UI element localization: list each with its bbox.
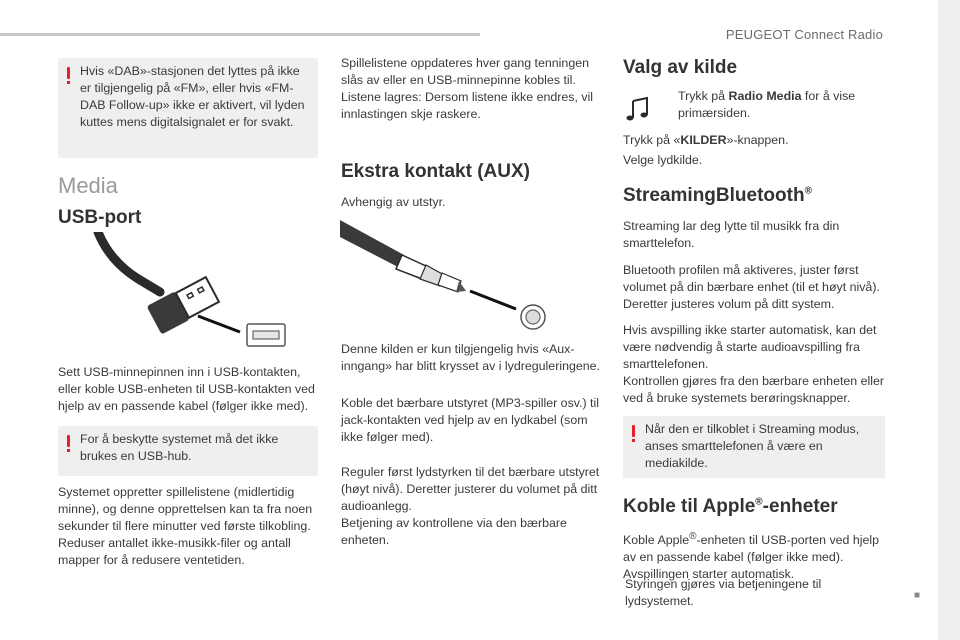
bt-text-1: Streaming lar deg lytte til musikk fra din smarttelefon. [623,219,840,250]
kilder-suffix: »-knappen. [726,133,789,147]
source-press-suffix: for å vise primærsiden. [678,89,856,120]
note-dab-text: Hvis «DAB»-stasjonen det lyttes på ikke er tilgjengelig på «FM», eller hvis «FM-DAB Follow-up» ikke er aktivert, vil lyden kuttes mens digitalsignalet er for svakt. [80,64,305,129]
warning-icon [66,435,71,453]
bt-text-3: Hvis avspilling ikke starter automatisk, kan det være nødvendig å starte audioavspilling fra smarttelefonen. Kontrollen gjøres fra den bærbare enheten eller ved å bruke systemets berøringsknapper. [623,323,885,405]
page-header-title: PEUGEOT Connect Radio [725,27,883,42]
right-margin-strip [938,0,960,640]
apple-text-1 [623,528,885,583]
bt-text-2: Bluetooth profilen må aktiveres, juster først volumet på din bærbare enhet (til et høyt nivå). Deretter justeres volum på ditt system. [623,263,880,311]
section-title-media: Media [58,173,118,198]
warning-icon [631,425,636,443]
source-kilder-text [623,132,885,149]
radio-media-label: Radio Media [728,89,802,103]
note-usb-hub-text: For å beskytte systemet må det ikke brukes en USB-hub. [80,432,279,463]
note-bt-streaming [623,416,885,478]
kilder-prefix: Trykk på « [623,133,681,147]
apple-text-prefix: Koble Apple [623,533,690,548]
music-note-icon [623,95,651,123]
heading-aux: Ekstra kontakt (AUX) [341,161,530,182]
aux-depends-text: Avhengig av utstyr. [341,195,446,209]
playlist-creation-text: Systemet oppretter spillelistene (midlertidig minne), og denne opprettelsen kan ta fra noen sekunder til flere minutter ved første tilkobling. Reduser antallet ikke-musikk-filer og antall mapper for å redusere ventetiden. [58,485,313,567]
bt-title-sup: ® [804,185,812,197]
aux-connect-text: Koble det bærbare utstyret (MP3-spiller osv.) til jack-kontakten ved hjelp av en lydkabel (som ikke følger med). [341,396,600,444]
source-press-prefix: Trykk på [678,89,729,103]
kilder-label: KILDER [680,133,727,147]
top-rule [0,33,480,36]
note-bt-text: Når den er tilkoblet i Streaming modus, anses smarttelefonen å være en mediakilde. [645,422,860,470]
source-press-text [678,88,878,122]
page-marker: ■ [913,590,920,601]
apple-text-2: Styringen gjøres via betjeningene til lydsystemet. [625,577,822,608]
aux-availability-text: Denne kilden er kun tilgjengelig hvis «Aux-inngang» har blitt krysset av i lydreguleringene. [341,342,600,373]
apple-text-suffix: -enheten til USB-porten ved hjelp av en passende kabel (følger ikke med). Avspillingen starter automatisk. [623,533,880,582]
heading-source-selection: Valg av kilde [623,57,738,78]
heading-usb-port: USB-port [58,207,142,228]
note-usb-hub [58,426,318,476]
heading-streaming-bluetooth [623,185,812,207]
source-select-text: Velge lydkilde. [623,153,703,167]
apple-title-suffix: -enheter [762,496,838,517]
aux-volume-text: Reguler først lydstyrken til det bærbare utstyret (høyt nivå). Deretter justerer du volumet på ditt audioanlegg. Betjening av kontrollene via den bærbare enheten. [341,465,600,547]
usb-plug-illustration [90,232,290,352]
usb-instructions: Sett USB-minnepinnen inn i USB-kontakten, eller koble USB-enheten til USB-kontakten ved hjelp av en passende kabel (følger ikke med). [58,365,315,413]
playlist-update-text: Spillelistene oppdateres hver gang tenningen slås av eller en USB-minnepinne kobles til. Listene lagres: Dersom listene ikke endres, vil innlastingen skje raskere. [341,56,594,121]
apple-title-prefix: Koble til Apple [623,496,756,517]
warning-icon [66,67,71,85]
apple-title-sup: ® [755,496,763,508]
aux-jack-illustration [340,215,555,335]
apple-text-sup: ® [689,531,697,542]
bt-title-text: StreamingBluetooth [623,185,805,206]
note-dab [58,58,318,158]
heading-apple-devices [623,496,838,518]
